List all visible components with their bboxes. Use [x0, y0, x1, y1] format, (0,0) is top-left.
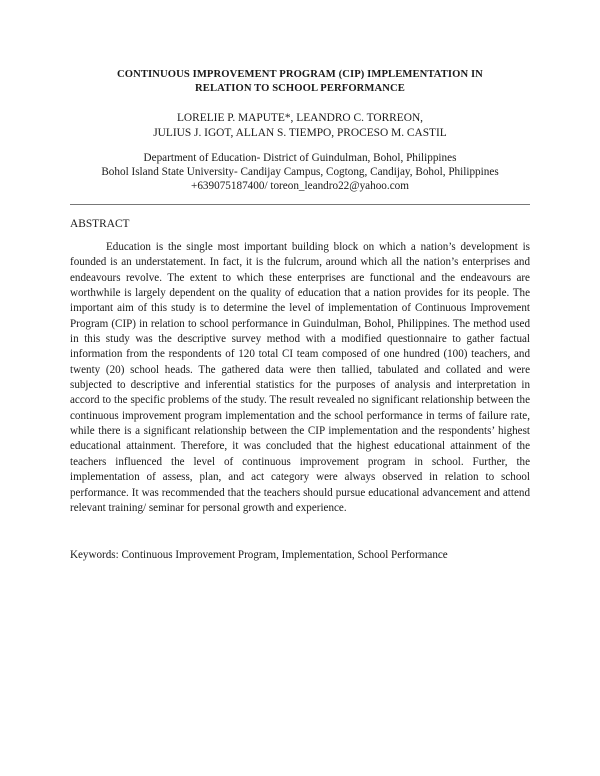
contact-line: +639075187400/ toreon_leandro22@yahoo.com	[191, 180, 409, 192]
authors-line-1: LORELIE P. MAPUTE*, LEANDRO C. TORREON,	[176, 112, 424, 124]
keywords-line: Keywords: Continuous Improvement Program, Implementation, School Performance	[70, 549, 448, 561]
affiliation-line-2: Bohol Island State University- Candijay Campus, Cogtong, Candijay, Bohol, Philippines	[101, 166, 499, 178]
abstract-heading: ABSTRACT	[70, 218, 130, 230]
title-line-2: RELATION TO SCHOOL PERFORMANCE	[195, 83, 405, 94]
abstract-body: Education is the single most important building block on which a nation’s development is founded is an understatement. In fact, it is the fulcrum, around which all the nation’s enterprises and endeavours revolve. The extent to which these enterprises are functional and the endeavours are worthwhile is largely dependent on the quality of education that a nation provides for its people. The important aim of this study is to determine the level of implementation of Continuous Improvement Program (CIP) in relation to school performance in Guindulman, Bohol, Philippines. The method used in this study was the descriptive survey method with a modified questionnaire to gather factual information from the respondents of 120 total CI team composed of one hundred (100) teachers, and twenty (20) school heads. The gathered data were then tallied, tabulated and collated and were subjected to descriptive and inferential statistics for the purposes of analysis and interpretation in accord to the specific problems of the study. The result revealed no significant relationship between the continuous improvement program implementation and the school performance in terms of failure rate, while there is a significant relationship between the CIP implementation and the respondents’ highest educational attainment. Therefore, it was concluded that the highest educational attainment of the teachers influenced the level of continuous improvement program in school. Further, the implementation of assess, plan, and act category were always observed in relation to school performance. It was recommended that the teachers should pursue educational advancement and attend relevant training/ seminar for personal growth and experience.	[70, 241, 530, 514]
header-divider	[70, 204, 530, 205]
affiliation-line-1: Department of Education- District of Guindulman, Bohol, Philippines	[143, 152, 457, 164]
paper-title	[70, 68, 530, 96]
author-list	[70, 111, 530, 141]
title-line-1: CONTINUOUS IMPROVEMENT PROGRAM (CIP) IMPLEMENTATION IN	[117, 69, 483, 80]
authors-line-2: JULIUS J. IGOT, ALLAN S. TIEMPO, PROCESO M. CASTIL	[153, 127, 447, 139]
affiliation-block	[70, 151, 530, 193]
